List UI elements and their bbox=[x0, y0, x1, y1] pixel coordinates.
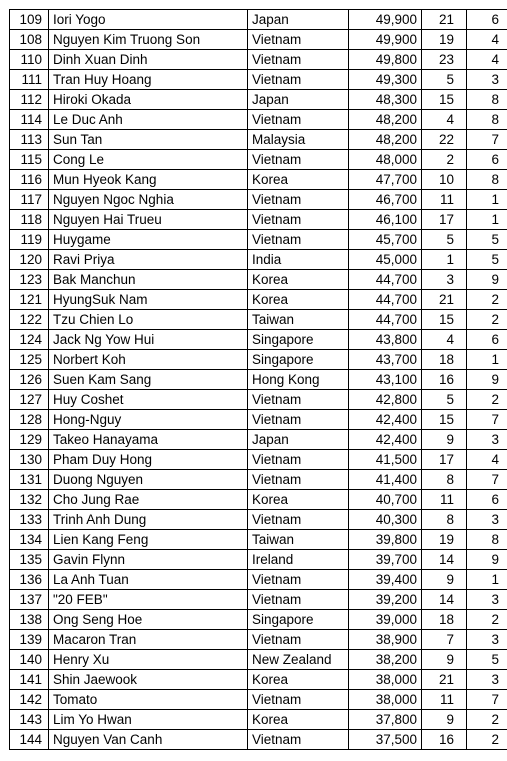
points-cell: 40,300 bbox=[349, 510, 422, 530]
country-cell: Korea bbox=[248, 670, 349, 690]
table-row bbox=[10, 230, 507, 250]
player-name-cell: Hong-Nguy bbox=[49, 410, 248, 430]
player-name-cell: Lien Kang Feng bbox=[49, 530, 248, 550]
points-cell: 37,500 bbox=[349, 730, 422, 750]
country-cell: Korea bbox=[248, 290, 349, 310]
column-6-cell: 4 bbox=[467, 450, 507, 470]
column-6-cell: 7 bbox=[467, 130, 507, 150]
rank-cell: 128 bbox=[10, 410, 49, 430]
column-5-cell: 11 bbox=[422, 190, 467, 210]
country-cell: India bbox=[248, 250, 349, 270]
column-6-cell: 4 bbox=[467, 30, 507, 50]
rank-cell: 126 bbox=[10, 370, 49, 390]
player-name-cell: Le Duc Anh bbox=[49, 110, 248, 130]
column-5-cell: 21 bbox=[422, 10, 467, 30]
table-row bbox=[10, 610, 507, 630]
rank-cell: 132 bbox=[10, 490, 49, 510]
rank-cell: 117 bbox=[10, 190, 49, 210]
ranking-table bbox=[9, 9, 507, 750]
points-cell: 37,800 bbox=[349, 710, 422, 730]
player-name-cell: Tomato bbox=[49, 690, 248, 710]
points-cell: 38,000 bbox=[349, 690, 422, 710]
rank-cell: 133 bbox=[10, 510, 49, 530]
country-cell: Korea bbox=[248, 270, 349, 290]
points-cell: 42,400 bbox=[349, 410, 422, 430]
rank-cell: 121 bbox=[10, 290, 49, 310]
column-5-cell: 4 bbox=[422, 110, 467, 130]
country-cell: Singapore bbox=[248, 330, 349, 350]
rank-cell: 142 bbox=[10, 690, 49, 710]
rank-cell: 140 bbox=[10, 650, 49, 670]
player-name-cell: Norbert Koh bbox=[49, 350, 248, 370]
table-row bbox=[10, 290, 507, 310]
points-cell: 46,100 bbox=[349, 210, 422, 230]
country-cell: Vietnam bbox=[248, 190, 349, 210]
column-6-cell: 9 bbox=[467, 270, 507, 290]
rank-cell: 112 bbox=[10, 90, 49, 110]
points-cell: 48,300 bbox=[349, 90, 422, 110]
player-name-cell: Cho Jung Rae bbox=[49, 490, 248, 510]
column-5-cell: 9 bbox=[422, 570, 467, 590]
player-name-cell: Bak Manchun bbox=[49, 270, 248, 290]
table-row bbox=[10, 70, 507, 90]
country-cell: Taiwan bbox=[248, 310, 349, 330]
column-6-cell: 9 bbox=[467, 550, 507, 570]
table-row bbox=[10, 250, 507, 270]
column-6-cell: 4 bbox=[467, 50, 507, 70]
country-cell: Vietnam bbox=[248, 570, 349, 590]
table-row bbox=[10, 130, 507, 150]
player-name-cell: Dinh Xuan Dinh bbox=[49, 50, 248, 70]
column-5-cell: 2 bbox=[422, 150, 467, 170]
country-cell: Korea bbox=[248, 710, 349, 730]
rank-cell: 118 bbox=[10, 210, 49, 230]
points-cell: 41,400 bbox=[349, 470, 422, 490]
column-5-cell: 17 bbox=[422, 450, 467, 470]
column-6-cell: 1 bbox=[467, 210, 507, 230]
table-row bbox=[10, 270, 507, 290]
points-cell: 38,900 bbox=[349, 630, 422, 650]
player-name-cell: "20 FEB" bbox=[49, 590, 248, 610]
column-5-cell: 1 bbox=[422, 250, 467, 270]
column-5-cell: 3 bbox=[422, 270, 467, 290]
column-5-cell: 11 bbox=[422, 690, 467, 710]
country-cell: Malaysia bbox=[248, 130, 349, 150]
rank-cell: 131 bbox=[10, 470, 49, 490]
table-row bbox=[10, 430, 507, 450]
column-5-cell: 15 bbox=[422, 410, 467, 430]
country-cell: Vietnam bbox=[248, 390, 349, 410]
points-cell: 38,200 bbox=[349, 650, 422, 670]
points-cell: 48,200 bbox=[349, 130, 422, 150]
rank-cell: 129 bbox=[10, 430, 49, 450]
player-name-cell: Tran Huy Hoang bbox=[49, 70, 248, 90]
country-cell: Vietnam bbox=[248, 210, 349, 230]
column-6-cell: 2 bbox=[467, 710, 507, 730]
player-name-cell: Huygame bbox=[49, 230, 248, 250]
points-cell: 45,000 bbox=[349, 250, 422, 270]
table-row bbox=[10, 390, 507, 410]
table-row bbox=[10, 350, 507, 370]
rank-cell: 109 bbox=[10, 10, 49, 30]
table-row bbox=[10, 30, 507, 50]
rank-cell: 136 bbox=[10, 570, 49, 590]
table-row bbox=[10, 550, 507, 570]
player-name-cell: Nguyen Ngoc Nghia bbox=[49, 190, 248, 210]
points-cell: 49,300 bbox=[349, 70, 422, 90]
table-row bbox=[10, 630, 507, 650]
country-cell: Korea bbox=[248, 170, 349, 190]
table-row bbox=[10, 150, 507, 170]
rank-cell: 116 bbox=[10, 170, 49, 190]
column-6-cell: 1 bbox=[467, 190, 507, 210]
column-6-cell: 5 bbox=[467, 650, 507, 670]
column-5-cell: 8 bbox=[422, 470, 467, 490]
column-6-cell: 3 bbox=[467, 430, 507, 450]
table-row bbox=[10, 730, 507, 750]
table-row bbox=[10, 90, 507, 110]
table-row bbox=[10, 670, 507, 690]
column-5-cell: 9 bbox=[422, 650, 467, 670]
rank-cell: 110 bbox=[10, 50, 49, 70]
column-6-cell: 6 bbox=[467, 10, 507, 30]
country-cell: Vietnam bbox=[248, 510, 349, 530]
column-5-cell: 4 bbox=[422, 330, 467, 350]
column-6-cell: 3 bbox=[467, 510, 507, 530]
table-row bbox=[10, 470, 507, 490]
column-6-cell: 8 bbox=[467, 170, 507, 190]
country-cell: Japan bbox=[248, 430, 349, 450]
country-cell: Vietnam bbox=[248, 30, 349, 50]
points-cell: 43,800 bbox=[349, 330, 422, 350]
player-name-cell: La Anh Tuan bbox=[49, 570, 248, 590]
rank-cell: 139 bbox=[10, 630, 49, 650]
column-6-cell: 2 bbox=[467, 390, 507, 410]
country-cell: Korea bbox=[248, 490, 349, 510]
player-name-cell: HyungSuk Nam bbox=[49, 290, 248, 310]
table-row bbox=[10, 530, 507, 550]
rank-cell: 108 bbox=[10, 30, 49, 50]
column-5-cell: 16 bbox=[422, 370, 467, 390]
country-cell: Vietnam bbox=[248, 110, 349, 130]
column-5-cell: 5 bbox=[422, 230, 467, 250]
points-cell: 42,400 bbox=[349, 430, 422, 450]
rank-cell: 144 bbox=[10, 730, 49, 750]
points-cell: 43,100 bbox=[349, 370, 422, 390]
rank-cell: 119 bbox=[10, 230, 49, 250]
country-cell: Taiwan bbox=[248, 530, 349, 550]
column-6-cell: 9 bbox=[467, 370, 507, 390]
player-name-cell: Ravi Priya bbox=[49, 250, 248, 270]
country-cell: Singapore bbox=[248, 350, 349, 370]
column-5-cell: 15 bbox=[422, 90, 467, 110]
country-cell: Vietnam bbox=[248, 230, 349, 250]
rank-cell: 138 bbox=[10, 610, 49, 630]
country-cell: Vietnam bbox=[248, 690, 349, 710]
column-5-cell: 9 bbox=[422, 430, 467, 450]
table-row bbox=[10, 490, 507, 510]
rank-cell: 120 bbox=[10, 250, 49, 270]
table-row bbox=[10, 410, 507, 430]
rank-cell: 127 bbox=[10, 390, 49, 410]
rank-cell: 124 bbox=[10, 330, 49, 350]
column-5-cell: 9 bbox=[422, 710, 467, 730]
country-cell: Vietnam bbox=[248, 630, 349, 650]
column-6-cell: 2 bbox=[467, 730, 507, 750]
column-5-cell: 14 bbox=[422, 590, 467, 610]
column-6-cell: 3 bbox=[467, 70, 507, 90]
column-6-cell: 1 bbox=[467, 350, 507, 370]
column-5-cell: 21 bbox=[422, 290, 467, 310]
rank-cell: 130 bbox=[10, 450, 49, 470]
column-6-cell: 6 bbox=[467, 330, 507, 350]
points-cell: 39,200 bbox=[349, 590, 422, 610]
column-6-cell: 7 bbox=[467, 410, 507, 430]
points-cell: 45,700 bbox=[349, 230, 422, 250]
points-cell: 43,700 bbox=[349, 350, 422, 370]
column-5-cell: 22 bbox=[422, 130, 467, 150]
table-row bbox=[10, 690, 507, 710]
player-name-cell: Suen Kam Sang bbox=[49, 370, 248, 390]
column-5-cell: 14 bbox=[422, 550, 467, 570]
rank-cell: 113 bbox=[10, 130, 49, 150]
player-name-cell: Mun Hyeok Kang bbox=[49, 170, 248, 190]
rank-cell: 122 bbox=[10, 310, 49, 330]
column-6-cell: 7 bbox=[467, 470, 507, 490]
column-6-cell: 5 bbox=[467, 230, 507, 250]
column-6-cell: 7 bbox=[467, 690, 507, 710]
table-row bbox=[10, 10, 507, 30]
column-6-cell: 6 bbox=[467, 150, 507, 170]
player-name-cell: Iori Yogo bbox=[49, 10, 248, 30]
country-cell: Japan bbox=[248, 90, 349, 110]
points-cell: 41,500 bbox=[349, 450, 422, 470]
points-cell: 39,700 bbox=[349, 550, 422, 570]
table-row bbox=[10, 570, 507, 590]
player-name-cell: Henry Xu bbox=[49, 650, 248, 670]
rank-cell: 115 bbox=[10, 150, 49, 170]
points-cell: 44,700 bbox=[349, 310, 422, 330]
column-5-cell: 11 bbox=[422, 490, 467, 510]
country-cell: Vietnam bbox=[248, 50, 349, 70]
table-row bbox=[10, 170, 507, 190]
player-name-cell: Gavin Flynn bbox=[49, 550, 248, 570]
rank-cell: 135 bbox=[10, 550, 49, 570]
rank-cell: 141 bbox=[10, 670, 49, 690]
rank-cell: 123 bbox=[10, 270, 49, 290]
column-6-cell: 2 bbox=[467, 310, 507, 330]
player-name-cell: Duong Nguyen bbox=[49, 470, 248, 490]
country-cell: Vietnam bbox=[248, 450, 349, 470]
country-cell: Vietnam bbox=[248, 70, 349, 90]
player-name-cell: Nguyen Kim Truong Son bbox=[49, 30, 248, 50]
table-row bbox=[10, 510, 507, 530]
column-5-cell: 5 bbox=[422, 390, 467, 410]
rank-cell: 125 bbox=[10, 350, 49, 370]
table-row bbox=[10, 210, 507, 230]
rank-cell: 134 bbox=[10, 530, 49, 550]
player-name-cell: Takeo Hanayama bbox=[49, 430, 248, 450]
table-row bbox=[10, 370, 507, 390]
column-5-cell: 5 bbox=[422, 70, 467, 90]
column-6-cell: 2 bbox=[467, 610, 507, 630]
table-row bbox=[10, 450, 507, 470]
column-5-cell: 16 bbox=[422, 730, 467, 750]
table-row bbox=[10, 310, 507, 330]
table-row bbox=[10, 110, 507, 130]
column-5-cell: 10 bbox=[422, 170, 467, 190]
points-cell: 40,700 bbox=[349, 490, 422, 510]
points-cell: 48,200 bbox=[349, 110, 422, 130]
column-5-cell: 23 bbox=[422, 50, 467, 70]
column-6-cell: 6 bbox=[467, 490, 507, 510]
player-name-cell: Cong Le bbox=[49, 150, 248, 170]
rank-cell: 114 bbox=[10, 110, 49, 130]
column-5-cell: 19 bbox=[422, 30, 467, 50]
points-cell: 39,400 bbox=[349, 570, 422, 590]
table-row bbox=[10, 50, 507, 70]
points-cell: 46,700 bbox=[349, 190, 422, 210]
column-5-cell: 21 bbox=[422, 670, 467, 690]
points-cell: 42,800 bbox=[349, 390, 422, 410]
column-6-cell: 5 bbox=[467, 250, 507, 270]
player-name-cell: Lim Yo Hwan bbox=[49, 710, 248, 730]
player-name-cell: Pham Duy Hong bbox=[49, 450, 248, 470]
column-6-cell: 2 bbox=[467, 290, 507, 310]
player-name-cell: Tzu Chien Lo bbox=[49, 310, 248, 330]
column-6-cell: 3 bbox=[467, 590, 507, 610]
rank-cell: 111 bbox=[10, 70, 49, 90]
player-name-cell: Macaron Tran bbox=[49, 630, 248, 650]
points-cell: 39,000 bbox=[349, 610, 422, 630]
table-row bbox=[10, 650, 507, 670]
points-cell: 47,700 bbox=[349, 170, 422, 190]
points-cell: 39,800 bbox=[349, 530, 422, 550]
country-cell: Vietnam bbox=[248, 730, 349, 750]
country-cell: Vietnam bbox=[248, 150, 349, 170]
country-cell: Ireland bbox=[248, 550, 349, 570]
column-6-cell: 8 bbox=[467, 90, 507, 110]
rank-cell: 137 bbox=[10, 590, 49, 610]
country-cell: Japan bbox=[248, 10, 349, 30]
column-5-cell: 18 bbox=[422, 610, 467, 630]
column-6-cell: 1 bbox=[467, 570, 507, 590]
country-cell: Vietnam bbox=[248, 470, 349, 490]
points-cell: 49,800 bbox=[349, 50, 422, 70]
column-5-cell: 15 bbox=[422, 310, 467, 330]
country-cell: New Zealand bbox=[248, 650, 349, 670]
points-cell: 38,000 bbox=[349, 670, 422, 690]
player-name-cell: Nguyen Hai Trueu bbox=[49, 210, 248, 230]
column-6-cell: 3 bbox=[467, 670, 507, 690]
country-cell: Singapore bbox=[248, 610, 349, 630]
points-cell: 49,900 bbox=[349, 30, 422, 50]
player-name-cell: Jack Ng Yow Hui bbox=[49, 330, 248, 350]
column-5-cell: 18 bbox=[422, 350, 467, 370]
column-5-cell: 7 bbox=[422, 630, 467, 650]
points-cell: 44,700 bbox=[349, 270, 422, 290]
column-6-cell: 8 bbox=[467, 110, 507, 130]
column-6-cell: 8 bbox=[467, 530, 507, 550]
ranking-table-body bbox=[10, 10, 507, 750]
player-name-cell: Huy Coshet bbox=[49, 390, 248, 410]
table-row bbox=[10, 330, 507, 350]
player-name-cell: Sun Tan bbox=[49, 130, 248, 150]
player-name-cell: Ong Seng Hoe bbox=[49, 610, 248, 630]
points-cell: 48,000 bbox=[349, 150, 422, 170]
table-row bbox=[10, 190, 507, 210]
column-5-cell: 17 bbox=[422, 210, 467, 230]
table-row bbox=[10, 590, 507, 610]
rank-cell: 143 bbox=[10, 710, 49, 730]
points-cell: 44,700 bbox=[349, 290, 422, 310]
player-name-cell: Shin Jaewook bbox=[49, 670, 248, 690]
player-name-cell: Hiroki Okada bbox=[49, 90, 248, 110]
column-5-cell: 8 bbox=[422, 510, 467, 530]
column-5-cell: 19 bbox=[422, 530, 467, 550]
player-name-cell: Trinh Anh Dung bbox=[49, 510, 248, 530]
country-cell: Hong Kong bbox=[248, 370, 349, 390]
player-name-cell: Nguyen Van Canh bbox=[49, 730, 248, 750]
column-6-cell: 3 bbox=[467, 630, 507, 650]
country-cell: Vietnam bbox=[248, 410, 349, 430]
table-row bbox=[10, 710, 507, 730]
country-cell: Vietnam bbox=[248, 590, 349, 610]
points-cell: 49,900 bbox=[349, 10, 422, 30]
